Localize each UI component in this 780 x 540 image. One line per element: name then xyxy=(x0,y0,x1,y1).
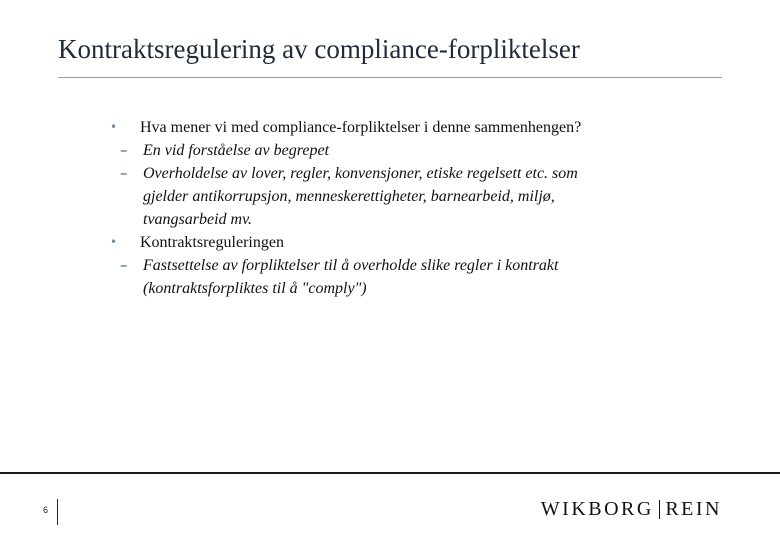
sub-bullet-text: Overholdelse av lover, regler, konvensjoner, etiske regelsett etc. som gjelder antikorrupsjon, menneskerettigheter, barnearbeid, miljø, tvangsarbeid mv. xyxy=(143,165,578,228)
sub-bullet-marker: – xyxy=(120,164,128,182)
logo-left-text: WIKBORG xyxy=(540,498,654,520)
logo-separator xyxy=(659,500,661,519)
logo-right-text: REIN xyxy=(665,498,722,520)
title-divider xyxy=(58,77,722,78)
sub-bullet-marker: – xyxy=(120,256,128,274)
bullet-marker: • xyxy=(110,120,118,134)
bullet-marker: • xyxy=(110,235,118,249)
sub-bullet-text: Fastsettelse av forpliktelser til å overholde slike regler i kontrakt (kontraktsforpliktes til å "comply") xyxy=(143,257,559,297)
company-logo xyxy=(541,498,722,521)
bullet-item xyxy=(108,231,588,254)
sub-bullet-item xyxy=(108,254,588,300)
sub-bullet-text: En vid forståelse av begrepet xyxy=(143,142,330,159)
sub-bullet-item xyxy=(108,162,588,231)
slide-title: Kontraktsregulering av compliance-forpliktelser xyxy=(58,34,580,64)
bullet-text: Kontraktsreguleringen xyxy=(140,234,284,251)
footer-divider xyxy=(0,472,780,474)
sub-bullet-marker: – xyxy=(120,141,128,159)
page-number: 6 xyxy=(43,505,49,515)
bullet-list xyxy=(108,116,588,300)
bullet-text: Hva mener vi med compliance-forpliktelser i denne sammenhengen? xyxy=(140,119,582,136)
sub-bullet-item xyxy=(108,139,588,162)
page-number-separator xyxy=(57,499,58,525)
bullet-item xyxy=(108,116,588,139)
